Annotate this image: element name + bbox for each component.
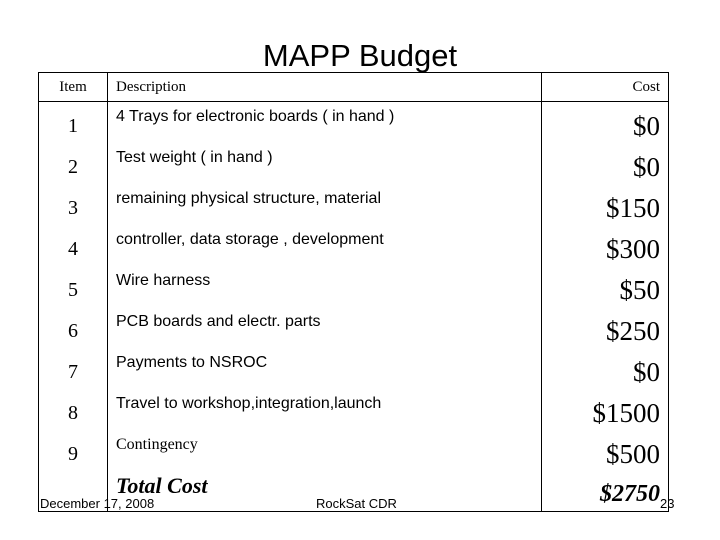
- item-description: PCB boards and electr. parts: [108, 307, 542, 348]
- item-description: Travel to workshop,integration,launch: [108, 389, 542, 430]
- table-row: [39, 348, 669, 389]
- table-row: [39, 143, 669, 184]
- item-number: 9: [39, 434, 108, 475]
- item-number: 1: [39, 106, 108, 147]
- item-number: 3: [39, 188, 108, 229]
- item-cost: $0: [542, 147, 669, 188]
- item-description: 4 Trays for electronic boards ( in hand ): [108, 102, 542, 143]
- footer-date: December 17, 2008: [40, 496, 155, 511]
- total-cost-value: $2750: [542, 475, 669, 516]
- table-row: [39, 266, 669, 307]
- footer-event: RockSat CDR: [316, 496, 397, 511]
- table-row: [39, 430, 669, 471]
- slide-title: MAPP Budget: [262, 38, 458, 73]
- item-number: 4: [39, 229, 108, 270]
- item-number: 2: [39, 147, 108, 188]
- item-number: 8: [39, 393, 108, 434]
- item-description: remaining physical structure, material: [108, 184, 542, 225]
- table-row: [39, 225, 669, 266]
- item-cost: $150: [542, 188, 669, 229]
- item-description: Payments to NSROC: [108, 348, 542, 389]
- total-cost-label: Total Cost: [108, 471, 542, 512]
- cost-column-header: Cost: [542, 73, 669, 102]
- item-cost: $1500: [542, 393, 669, 434]
- item-cost: $0: [542, 106, 669, 147]
- item-cost: $50: [542, 270, 669, 311]
- item-description: Contingency: [108, 430, 542, 471]
- item-number: 7: [39, 352, 108, 393]
- item-cost: $500: [542, 434, 669, 475]
- item-description: Wire harness: [108, 266, 542, 307]
- item-description: controller, data storage , development: [108, 225, 542, 266]
- item-column-header: Item: [39, 73, 108, 102]
- item-cost: $0: [542, 352, 669, 393]
- table-row: [39, 307, 669, 348]
- description-column-header: Description: [108, 73, 542, 102]
- slide-number: 23: [660, 496, 675, 511]
- item-cost: $250: [542, 311, 669, 352]
- table-header-row: [39, 73, 669, 102]
- table-row: [39, 102, 669, 143]
- item-description: Test weight ( in hand ): [108, 143, 542, 184]
- item-number: 5: [39, 270, 108, 311]
- table-row: [39, 389, 669, 430]
- item-cost: $300: [542, 229, 669, 270]
- table-row: [39, 184, 669, 225]
- budget-table: [38, 72, 669, 512]
- item-number: 6: [39, 311, 108, 352]
